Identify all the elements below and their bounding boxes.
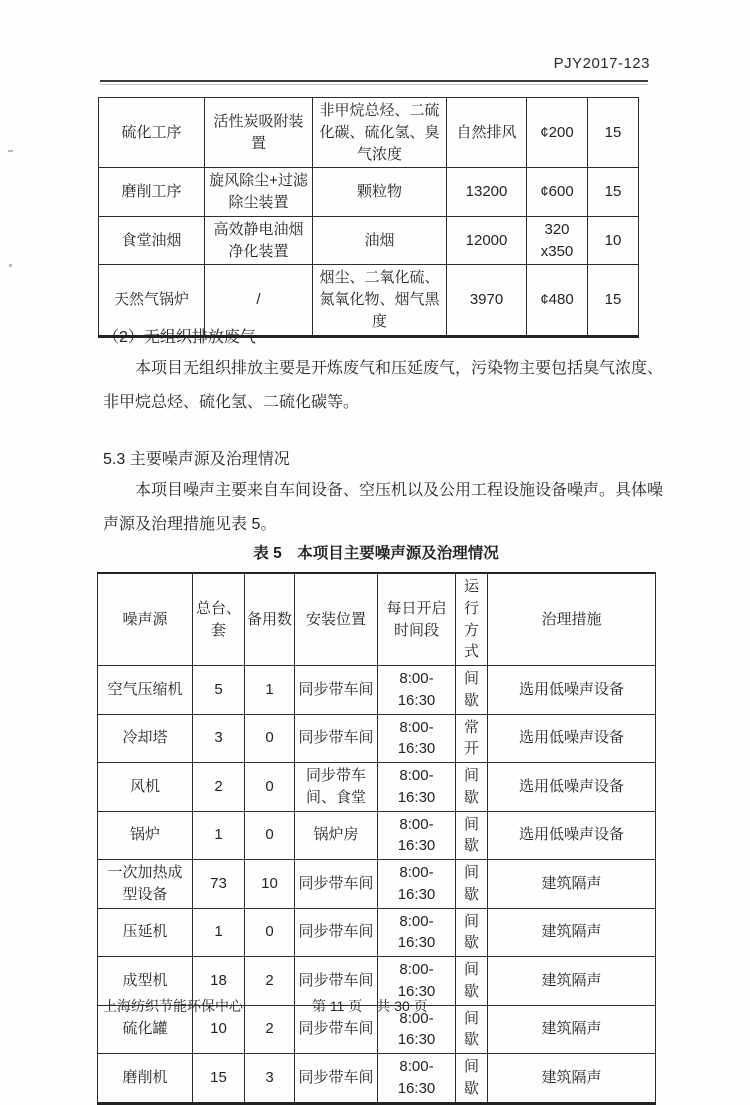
cell: 烟尘、二氧化硫、氮氧化物、烟气黑度 [313, 265, 447, 336]
cell: 冷却塔 [98, 714, 193, 763]
scan-speck [9, 264, 12, 267]
cell: 常开 [456, 714, 488, 763]
cell: 15 [588, 265, 639, 336]
cell: 同步带车间、食堂 [295, 763, 378, 812]
cell: 2 [245, 957, 295, 1006]
cell: 空气压缩机 [98, 666, 193, 715]
cell: 硫化罐 [98, 1005, 193, 1054]
cell: 8:00-16:30 [378, 763, 456, 812]
cell: 8:00-16:30 [378, 957, 456, 1006]
cell: 旋风除尘+过滤除尘装置 [205, 168, 313, 217]
cell: 1 [245, 666, 295, 715]
cell: 8:00-16:30 [378, 860, 456, 909]
scan-speck [8, 150, 13, 152]
cell: 活性炭吸附装置 [205, 98, 313, 168]
footer-page-number: 第 11 页 共 30 页 [312, 998, 428, 1014]
paragraph-line: 本项目无组织排放主要是开炼废气和压延废气，污染物主要包括臭气浓度、 [135, 360, 664, 377]
cell: 锅炉 [98, 811, 193, 860]
cell: 0 [245, 908, 295, 957]
cell: / [205, 265, 313, 336]
cell: 间歇 [456, 908, 488, 957]
column-header: 每日开启时间段 [378, 573, 456, 666]
paragraph-line: 本项目噪声主要来自车间设备、空压机以及公用工程设施设备噪声。具体噪 [135, 482, 664, 499]
paragraph [103, 352, 664, 420]
cell: 3970 [447, 265, 527, 336]
cell: 成型机 [98, 957, 193, 1006]
cell: 10 [245, 860, 295, 909]
header-rule-echo [100, 84, 648, 85]
section-heading: 5.3 主要噪声源及治理情况 [103, 451, 290, 468]
cell: 2 [193, 763, 245, 812]
cell: 建筑隔声 [488, 860, 656, 909]
cell: 间歇 [456, 860, 488, 909]
cell: 间歇 [456, 1005, 488, 1054]
column-header: 运行方式 [456, 573, 488, 666]
cell: 间歇 [456, 811, 488, 860]
cell: 非甲烷总烃、二硫化碳、硫化氢、臭气浓度 [313, 98, 447, 168]
noise-table [97, 572, 656, 1105]
cell: 油烟 [313, 216, 447, 265]
cell: 间歇 [456, 763, 488, 812]
table-row [99, 168, 639, 217]
cell: 320 x350 [527, 216, 588, 265]
cell: 15 [193, 1054, 245, 1104]
paragraph-line: 声源及治理措施见表 5。 [103, 516, 277, 533]
section-item-title: （2）无组织排放废气 [103, 329, 256, 346]
cell: 一次加热成型设备 [98, 860, 193, 909]
cell: 8:00-16:30 [378, 908, 456, 957]
column-header: 备用数 [245, 573, 295, 666]
cell: 0 [245, 811, 295, 860]
cell: 8:00-16:30 [378, 714, 456, 763]
cell: 13200 [447, 168, 527, 217]
paragraph-line: 非甲烷总烃、硫化氢、二硫化碳等。 [103, 394, 360, 411]
cell: 选用低噪声设备 [488, 666, 656, 715]
doc-number: PJY2017-123 [553, 55, 650, 72]
table-row [98, 666, 656, 715]
cell: 18 [193, 957, 245, 1006]
cell: 12000 [447, 216, 527, 265]
cell: 同步带车间 [295, 908, 378, 957]
footer-org: 上海纺织节能环保中心 [103, 998, 243, 1014]
cell: 3 [193, 714, 245, 763]
cell: 硫化工序 [99, 98, 205, 168]
header-rule [100, 80, 648, 82]
cell: 风机 [98, 763, 193, 812]
cell: 锅炉房 [295, 811, 378, 860]
cell: 建筑隔声 [488, 1005, 656, 1054]
cell: 颗粒物 [313, 168, 447, 217]
cell: 2 [245, 1005, 295, 1054]
cell: ¢600 [527, 168, 588, 217]
table-row [99, 98, 639, 168]
cell: 0 [245, 763, 295, 812]
cell: 间歇 [456, 1054, 488, 1104]
cell: 8:00-16:30 [378, 1054, 456, 1104]
table-header-row [98, 573, 656, 666]
cell: ¢480 [527, 265, 588, 336]
cell: 73 [193, 860, 245, 909]
cell: 自然排风 [447, 98, 527, 168]
cell: ¢200 [527, 98, 588, 168]
cell: 0 [245, 714, 295, 763]
table-row [98, 860, 656, 909]
cell: 8:00-16:30 [378, 666, 456, 715]
cell: 天然气锅炉 [99, 265, 205, 336]
cell: 同步带车间 [295, 1005, 378, 1054]
cell: 8:00-16:30 [378, 811, 456, 860]
cell: 建筑隔声 [488, 957, 656, 1006]
cell: 磨削工序 [99, 168, 205, 217]
cell: 选用低噪声设备 [488, 763, 656, 812]
table-row [99, 216, 639, 265]
cell: 同步带车间 [295, 666, 378, 715]
column-header: 治理措施 [488, 573, 656, 666]
exhaust-table [98, 97, 639, 338]
table-row [98, 908, 656, 957]
cell: 选用低噪声设备 [488, 714, 656, 763]
cell: 15 [588, 98, 639, 168]
column-header: 总台、套 [193, 573, 245, 666]
cell: 同步带车间 [295, 860, 378, 909]
cell: 1 [193, 811, 245, 860]
cell: 同步带车间 [295, 1054, 378, 1104]
cell: 选用低噪声设备 [488, 811, 656, 860]
cell: 建筑隔声 [488, 1054, 656, 1104]
cell: 8:00-16:30 [378, 1005, 456, 1054]
table-row [98, 763, 656, 812]
cell: 15 [588, 168, 639, 217]
cell: 压延机 [98, 908, 193, 957]
cell: 10 [193, 1005, 245, 1054]
cell: 建筑隔声 [488, 908, 656, 957]
column-header: 噪声源 [98, 573, 193, 666]
table-row [98, 1054, 656, 1104]
cell: 间歇 [456, 666, 488, 715]
column-header: 安装位置 [295, 573, 378, 666]
cell: 同步带车间 [295, 957, 378, 1006]
cell: 1 [193, 908, 245, 957]
cell: 磨削机 [98, 1054, 193, 1104]
cell: 间歇 [456, 957, 488, 1006]
table-row [98, 714, 656, 763]
cell: 同步带车间 [295, 714, 378, 763]
cell: 10 [588, 216, 639, 265]
cell: 3 [245, 1054, 295, 1104]
cell: 高效静电油烟净化装置 [205, 216, 313, 265]
cell: 5 [193, 666, 245, 715]
paragraph [103, 474, 664, 542]
table-row [98, 811, 656, 860]
cell: 食堂油烟 [99, 216, 205, 265]
table-caption: 表 5 本项目主要噪声源及治理情况 [253, 545, 499, 562]
